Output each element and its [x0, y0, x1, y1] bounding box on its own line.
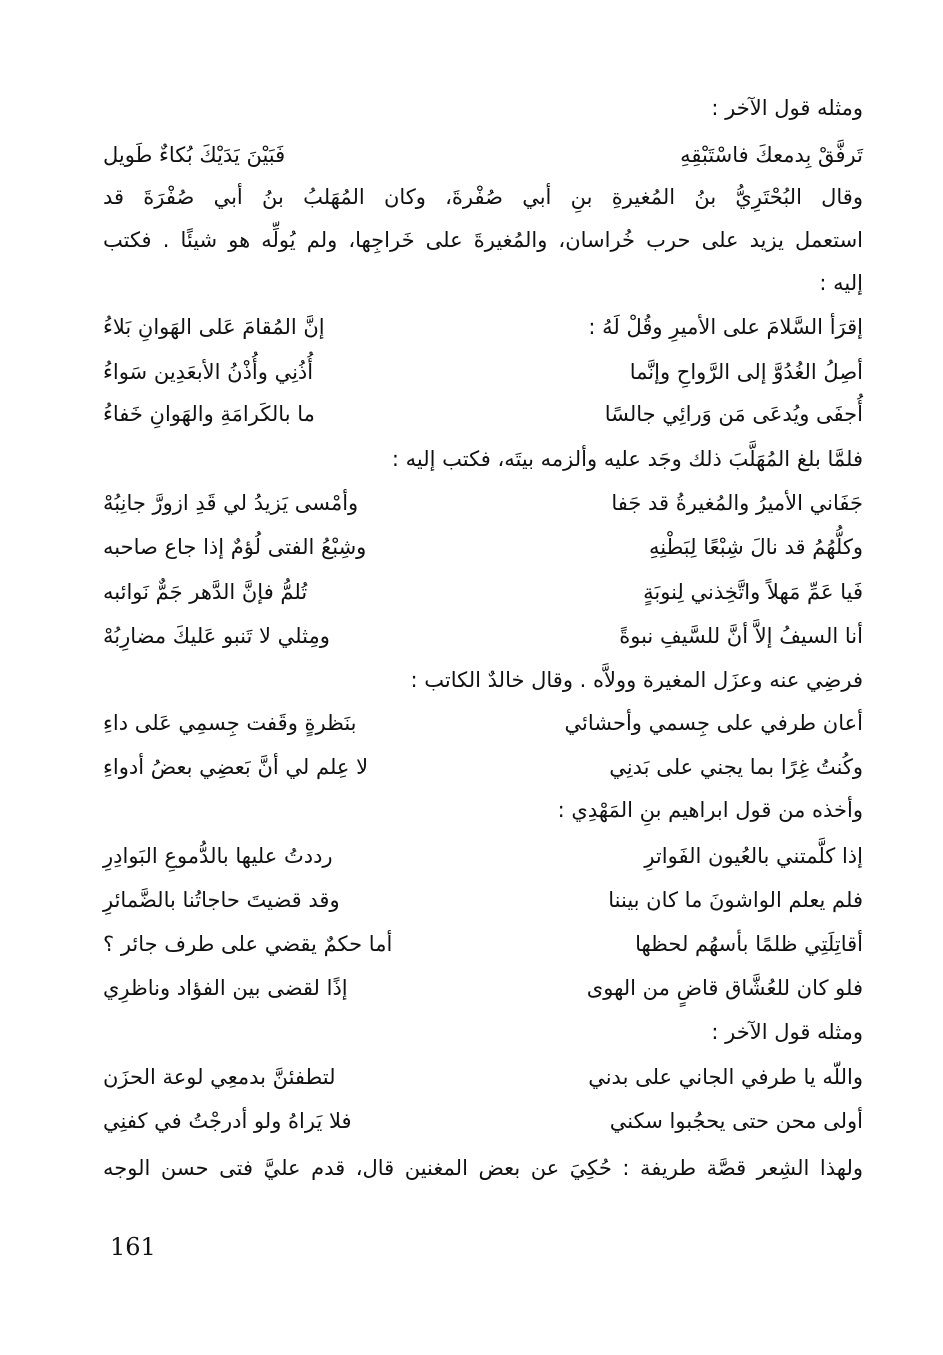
prose-line: إليه :: [819, 271, 863, 295]
verse-line: [103, 836, 863, 876]
verse-line: [103, 572, 863, 612]
verse-first-hemistich: أولى محن حتى يحجُبوا سكني: [609, 1109, 863, 1133]
verse-first-hemistich: أقاتِلَتِي ظلمًا بأسهُم لحظها: [635, 932, 863, 956]
verse-second-hemistich: أُذُنِي وأُذْنُ الأبعَدِين سَواءُ: [103, 360, 314, 384]
verse-second-hemistich: أما حكمٌ يقضي على طرف جائر ؟: [103, 932, 393, 956]
prose-line: استعمل يزيد على حرب خُراسان، والمُغيرةَ على خَراجِها، ولم يُولِّه هو شيئًا . فكتب: [103, 228, 863, 252]
verse-line: [103, 747, 863, 787]
verse-first-hemistich: وكلُّهُمُ قد نالَ شِبْعًا لِبَطْنِهِ: [648, 535, 863, 559]
verse-first-hemistich: أصِلُ الغُدُوَّ إلى الرَّواحِ وإنَّما: [629, 360, 863, 384]
verse-line: [103, 352, 863, 392]
verse-first-hemistich: وكُنتُ غِرًا بما يجني على بَدنِي: [609, 755, 863, 779]
verse-first-hemistich: إذا كلَّمتني بالعُيون الفَواترِ: [644, 844, 863, 868]
verse-first-hemistich: إقرَأ السَّلامَ على الأميرِ وقُلْ لَهُ :: [588, 315, 863, 339]
verse-second-hemistich: ما بالكَرامَةِ والهَوانِ خَفاءُ: [103, 402, 315, 426]
verse-second-hemistich: لتطفئنَّ بدمعِي لوعة الحزَن: [103, 1065, 336, 1089]
verse-line: [103, 1057, 863, 1097]
prose-line: وقال البُحْتَرِيُّ بنُ المُغيرةِ بنِ أبي صُفْرةَ، وكان المُهَلبُ بنُ أبي صُفْرَةَ قد: [103, 185, 863, 209]
verse-second-hemistich: ومِثلي لا تَنبو عَليكَ مضارِبُهْ: [103, 624, 330, 648]
prose-line: ومثله قول الآخر :: [711, 1020, 863, 1044]
verse-line: [103, 527, 863, 567]
verse-line: [103, 968, 863, 1008]
verse-second-hemistich: إنَّ المُقامَ عَلى الهَوانِ بَلاءُ: [103, 315, 325, 339]
verse-line: [103, 1101, 863, 1141]
verse-second-hemistich: فلا يَراهُ ولو أدرجْتُ في كفنِي: [103, 1109, 352, 1133]
verse-first-hemistich: فَيا عَمِّ مَهلاً واتَّخِذني لِنوبَةٍ: [643, 580, 863, 604]
verse-second-hemistich: رددتُ عليها بالدُّموعِ البَوادِرِ: [103, 844, 333, 868]
verse-line: [103, 135, 863, 175]
page-number: 161: [110, 1233, 156, 1261]
verse-second-hemistich: وشِبْعُ الفتى لُؤمٌ إذا جاع صاحبه: [103, 535, 367, 559]
verse-first-hemistich: أُجفَى ويُدعَى مَن وَرائِي جالسًا: [604, 402, 863, 426]
verse-second-hemistich: وقد قضيتَ حاجاتُنا بالضَّمائرِ: [103, 888, 340, 912]
prose-line: وأخذه من قول ابراهيم بنِ المَهْدِي :: [557, 798, 863, 822]
verse-second-hemistich: بنَظرةٍ وقَفت جِسمِي عَلى داءِ: [103, 711, 357, 735]
verse-first-hemistich: تَرفَّقْ بِدمعكَ فاسْتَبْقِهِ: [680, 143, 863, 167]
verse-second-hemistich: فَبَيْنَ يَدَيْكَ بُكاءٌ طَويل: [103, 143, 286, 167]
verse-second-hemistich: تُلمُّ فإنَّ الدَّهر جَمٌّ نَوائبه: [103, 580, 308, 604]
verse-first-hemistich: أنا السيفُ إلاَّ أنَّ للسَّيفِ نبوةً: [619, 624, 863, 648]
verse-second-hemistich: وأمْسى يَزيدُ لي قَدِ ازورَّ جانِبُهْ: [103, 491, 359, 515]
verse-line: [103, 394, 863, 434]
verse-line: [103, 616, 863, 656]
prose-line: ومثله قول الآخر :: [711, 96, 863, 120]
verse-line: [103, 307, 863, 347]
verse-first-hemistich: فلم يعلم الواشونَ ما كان بيننا: [608, 888, 863, 912]
verse-line: [103, 483, 863, 523]
verse-line: [103, 703, 863, 743]
verse-line: [103, 880, 863, 920]
prose-line: فلمَّا بلغ المُهَلَّبَ ذلك وجَد عليه وألزمه بيتَه، فكتب إليه :: [391, 447, 863, 471]
verse-line: [103, 924, 863, 964]
verse-second-hemistich: إذًا لقضى بين الفؤاد وناظرِي: [103, 976, 348, 1000]
verse-first-hemistich: واللّه يا طرفي الجاني على بدني: [588, 1065, 863, 1089]
verse-first-hemistich: جَفَاني الأميرُ والمُغيرةُ قد جَفا: [611, 491, 863, 515]
prose-line: فرضِي عنه وعزَل المغيرة وولاَّه . وقال خالدٌ الكاتب :: [410, 668, 863, 692]
verse-first-hemistich: فلو كان للعُشَّاق قاضٍ من الهوى: [586, 976, 863, 1000]
prose-line: ولهذا الشِعر قصَّة طريفة : حُكِيَ عن بعض المغنين قال، قدم عليَّ فتى حسن الوجه: [103, 1156, 863, 1180]
verse-second-hemistich: لا عِلم لي أنَّ بَعضِي بعضُ أدواءِ: [103, 755, 369, 779]
verse-first-hemistich: أعان طرفي على جِسمي وأحشائي: [564, 711, 863, 735]
